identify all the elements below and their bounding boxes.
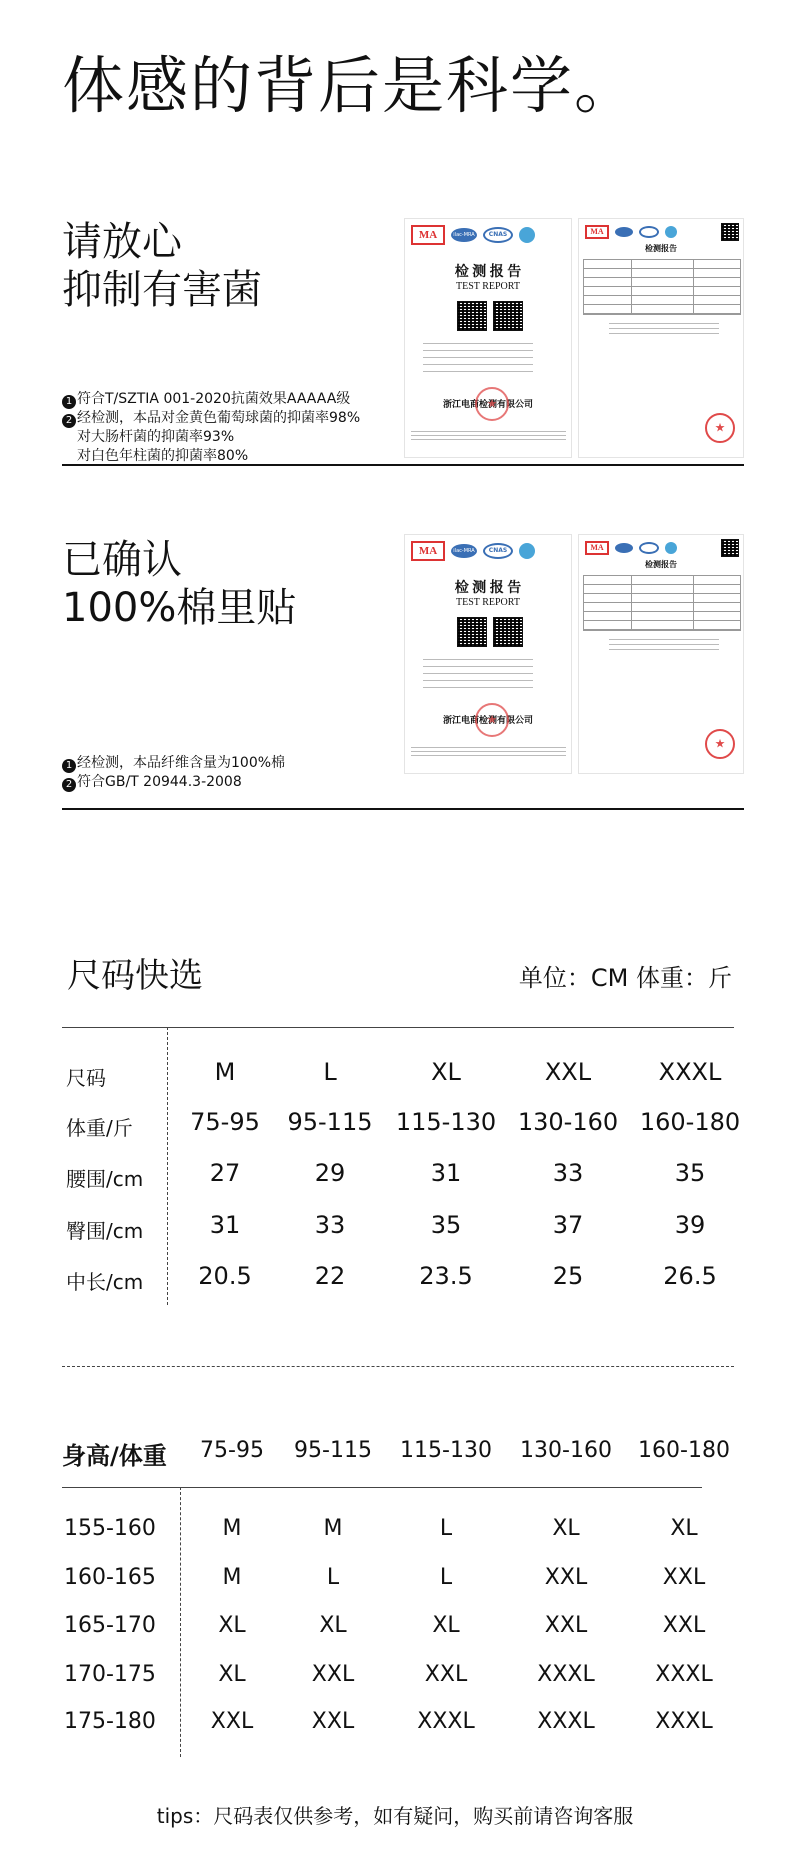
section-title-line2: 100%棉里贴 — [62, 585, 297, 631]
report-company: 浙江电商检测有限公司 — [442, 716, 533, 726]
report-table — [583, 259, 741, 315]
hw-size-cell: XXL — [311, 1662, 355, 1687]
number-badge: 1 — [62, 759, 76, 773]
hw-height-label: 160-165 — [64, 1565, 156, 1590]
hw-size-cell: XXXL — [417, 1709, 475, 1734]
number-badge: 2 — [62, 414, 76, 428]
size-cell: 95-115 — [287, 1108, 373, 1136]
size-cell: 26.5 — [663, 1262, 717, 1290]
ilac-logo-icon: ilac-MRA — [451, 544, 477, 558]
qr-code-icon — [493, 301, 523, 331]
seal-stamp-icon — [705, 729, 735, 759]
hw-size-cell: XL — [670, 1516, 698, 1541]
note-line: 1 符合T/SZTIA 001-2020抗菌效果AAAAA级 — [62, 390, 360, 409]
ma-logo-icon: MA — [585, 541, 609, 555]
report-subtitle: TEST REPORT — [456, 597, 520, 608]
hw-size-cell: XXL — [662, 1565, 706, 1590]
seal-stamp-icon — [475, 387, 509, 421]
report-subtitle: TEST REPORT — [456, 281, 520, 292]
note-line: 1 经检测，本品纤维含量为100%棉 — [62, 754, 285, 773]
check-badge-icon — [519, 543, 535, 559]
ma-logo-icon: MA — [411, 541, 445, 561]
note-line: 2 经检测，本品对金黄色葡萄球菌的抑菌率98% — [62, 409, 360, 428]
hw-size-cell: XXL — [424, 1662, 468, 1687]
check-badge-icon — [519, 227, 535, 243]
hw-table-separator — [180, 1487, 181, 1757]
ilac-logo-icon — [615, 543, 633, 553]
hw-size-cell: XXL — [210, 1709, 254, 1734]
note-line: 2 符合GB/T 20944.3-2008 — [62, 773, 285, 792]
cert-logos — [411, 541, 535, 561]
section-title-line2: 抑制有害菌 — [62, 267, 262, 313]
hw-weight-header: 75-95 — [200, 1438, 264, 1463]
cnas-logo-icon: CNAS — [483, 543, 513, 559]
hw-height-label: 175-180 — [64, 1709, 156, 1734]
size-cell: 33 — [314, 1211, 346, 1239]
hw-weight-header: 160-180 — [638, 1438, 730, 1463]
section-title-line1: 请放心 — [62, 219, 182, 265]
report-page-title: 检测报告 — [645, 244, 677, 253]
hw-corner-label: 身高/体重 — [62, 1442, 167, 1470]
hw-height-label: 155-160 — [64, 1516, 156, 1541]
hw-size-cell: XL — [218, 1662, 246, 1687]
section-title-line1: 已确认 — [62, 537, 182, 583]
hw-size-cell: XXXL — [655, 1709, 713, 1734]
report-fields — [609, 323, 719, 338]
test-report-cover — [404, 218, 572, 458]
qr-code-icon — [721, 223, 739, 241]
number-badge: 2 — [62, 778, 76, 792]
size-cell: XXXL — [658, 1058, 722, 1086]
hw-size-cell: XXL — [544, 1565, 588, 1590]
size-cell: 35 — [674, 1159, 706, 1187]
report-page-title: 检测报告 — [645, 560, 677, 569]
check-badge-icon — [665, 542, 677, 554]
hw-size-cell: XXL — [544, 1613, 588, 1638]
size-cell: 27 — [209, 1159, 241, 1187]
hw-size-cell: XXL — [311, 1709, 355, 1734]
size-cell: 23.5 — [419, 1262, 473, 1290]
hw-weight-header: 115-130 — [400, 1438, 492, 1463]
test-report-cover — [404, 534, 572, 774]
size-cell: 160-180 — [639, 1108, 741, 1136]
qr-code-icon — [493, 617, 523, 647]
section-divider — [62, 464, 744, 466]
note-line: 对白色年柱菌的抑菌率80% — [77, 448, 249, 464]
size-row-label: 中长/cm — [66, 1270, 144, 1294]
hw-height-label: 170-175 — [64, 1662, 156, 1687]
headline: 体感的背后是科学。 — [62, 49, 639, 122]
number-badge: 1 — [62, 395, 76, 409]
hw-weight-header: 130-160 — [520, 1438, 612, 1463]
hw-size-cell: L — [326, 1565, 340, 1590]
qr-code-icon — [457, 617, 487, 647]
size-cell: 31 — [430, 1159, 462, 1187]
hw-size-cell: XL — [218, 1613, 246, 1638]
check-badge-icon — [665, 226, 677, 238]
size-cell: 75-95 — [190, 1108, 260, 1136]
size-cell: 29 — [314, 1159, 346, 1187]
hw-size-cell: L — [439, 1516, 453, 1541]
size-row-label: 尺码 — [66, 1066, 106, 1090]
size-cell: 39 — [674, 1211, 706, 1239]
hw-size-cell: XL — [432, 1613, 460, 1638]
ilac-logo-icon: ilac-MRA — [451, 228, 477, 242]
hw-size-cell: XXL — [662, 1613, 706, 1638]
size-chart-unit: 单位：CM 体重：斤 — [518, 964, 732, 992]
size-cell: L — [323, 1058, 337, 1086]
report-fields — [423, 343, 533, 378]
size-cell: 22 — [314, 1262, 346, 1290]
hw-weight-header: 95-115 — [294, 1438, 372, 1463]
section-notes — [62, 390, 360, 466]
size-cell: XXL — [544, 1058, 592, 1086]
report-footnotes — [411, 747, 566, 759]
size-cell: XL — [431, 1058, 461, 1086]
report-table — [583, 575, 741, 631]
size-cell: 115-130 — [395, 1108, 497, 1136]
size-row-label: 腰围/cm — [66, 1167, 144, 1191]
hw-size-cell: XL — [319, 1613, 347, 1638]
report-fields — [423, 659, 533, 694]
hw-size-cell: XXXL — [655, 1662, 713, 1687]
qr-code-icon — [721, 539, 739, 557]
hw-size-cell: M — [222, 1516, 242, 1541]
report-footnotes — [411, 431, 566, 443]
report-company: 浙江电商检测有限公司 — [442, 400, 533, 410]
hw-size-cell: XL — [552, 1516, 580, 1541]
size-cell: 35 — [430, 1211, 462, 1239]
section-divider — [62, 808, 744, 810]
size-cell: 130-160 — [517, 1108, 619, 1136]
cnas-logo-icon — [639, 542, 659, 554]
ma-logo-icon: MA — [411, 225, 445, 245]
section-dashed-divider — [62, 1366, 734, 1367]
report-title: 检 测 报 告 — [454, 581, 522, 596]
hw-table-rule — [62, 1487, 702, 1488]
report-fields — [609, 639, 719, 654]
size-row-label: 体重/斤 — [66, 1116, 133, 1140]
size-cell: M — [214, 1058, 236, 1086]
test-report-detail — [578, 534, 744, 774]
seal-stamp-icon — [475, 703, 509, 737]
hw-size-cell: XXXL — [537, 1662, 595, 1687]
size-cell: 25 — [552, 1262, 584, 1290]
size-cell: 37 — [552, 1211, 584, 1239]
test-report-detail — [578, 218, 744, 458]
size-chart-title: 尺码快选 — [67, 956, 203, 996]
ma-logo-icon: MA — [585, 225, 609, 239]
size-cell: 20.5 — [198, 1262, 252, 1290]
cert-logos — [411, 225, 535, 245]
qr-code-icon — [457, 301, 487, 331]
hw-size-cell: L — [439, 1565, 453, 1590]
section-notes — [62, 754, 285, 792]
hw-size-cell: M — [323, 1516, 343, 1541]
cert-logos — [585, 541, 677, 555]
hw-height-label: 165-170 — [64, 1613, 156, 1638]
cert-logos — [585, 225, 677, 239]
ilac-logo-icon — [615, 227, 633, 237]
note-line: 对大肠杆菌的抑菌率93% — [77, 429, 235, 445]
size-cell: 33 — [552, 1159, 584, 1187]
hw-size-cell: XXXL — [537, 1709, 595, 1734]
size-cell: 31 — [209, 1211, 241, 1239]
seal-stamp-icon — [705, 413, 735, 443]
report-title: 检 测 报 告 — [454, 265, 522, 280]
cnas-logo-icon — [639, 226, 659, 238]
size-row-label: 臀围/cm — [66, 1219, 144, 1243]
tips-text: tips：尺码表仅供参考，如有疑问，购买前请咨询客服 — [156, 1804, 634, 1828]
cnas-logo-icon: CNAS — [483, 227, 513, 243]
hw-size-cell: M — [222, 1565, 242, 1590]
size-chart-rule — [62, 1027, 734, 1028]
